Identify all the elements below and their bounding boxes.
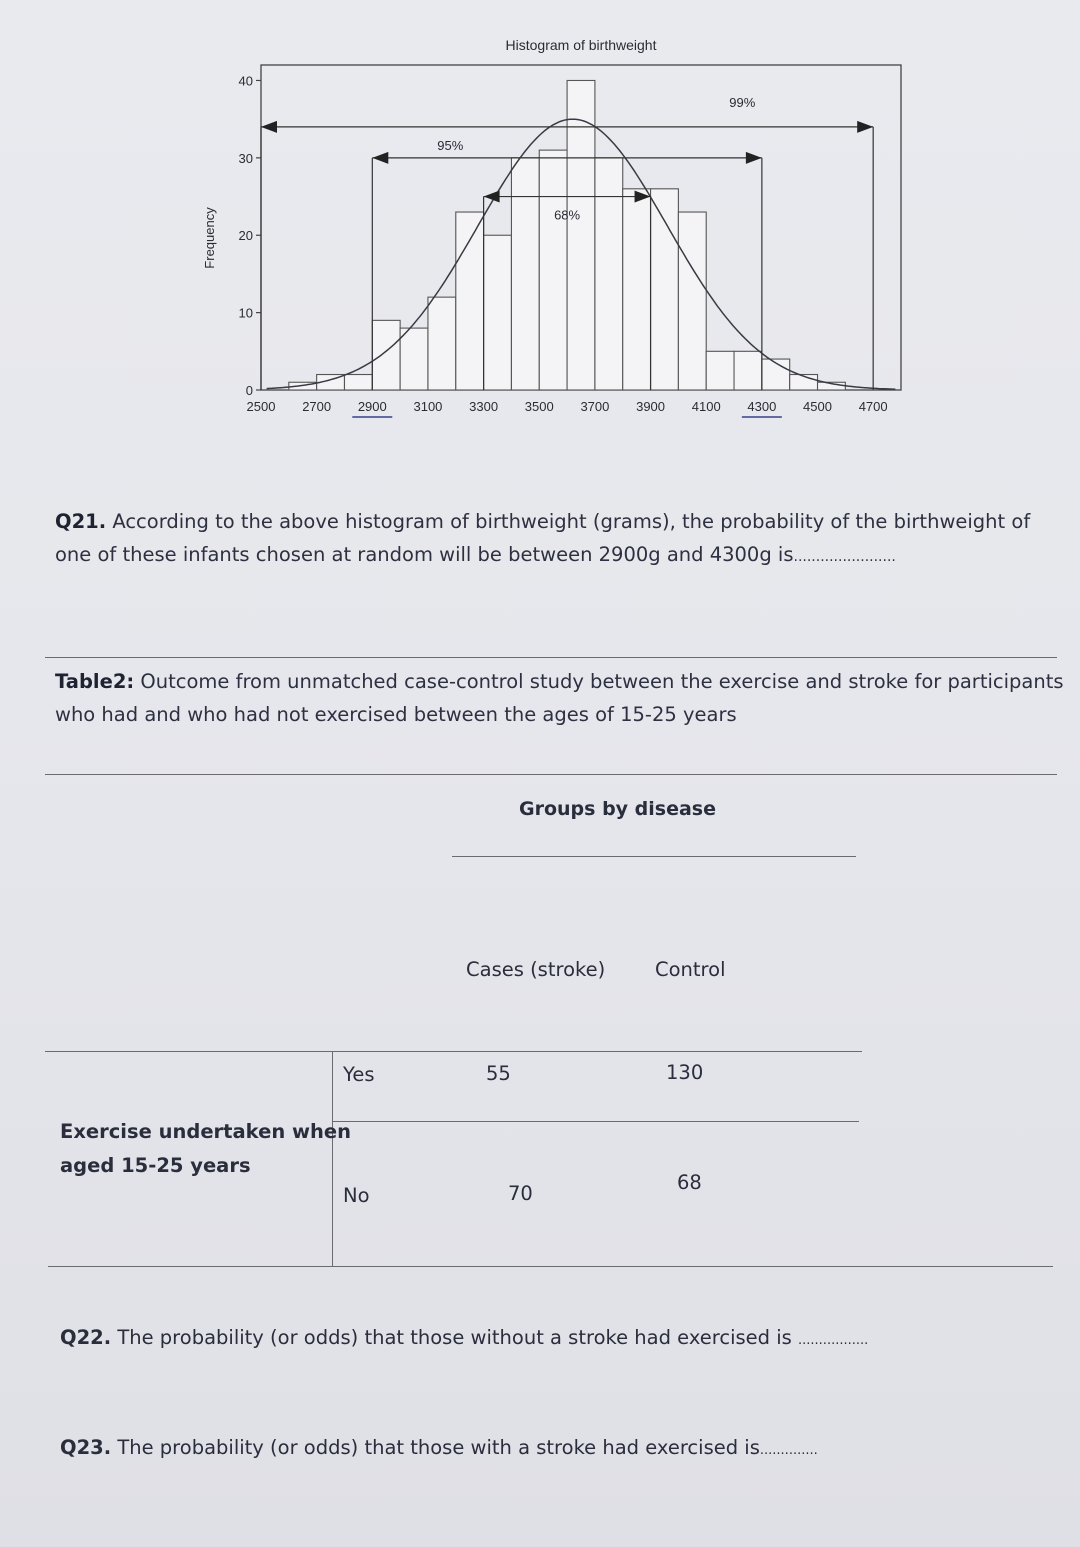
interval-arrow-left-95	[372, 152, 388, 164]
q23-number: Q23.	[60, 1436, 112, 1459]
y-tick-label-0: 0	[245, 383, 253, 398]
hist-bar-3100	[428, 297, 456, 390]
interval-label-95: 95%	[437, 137, 464, 153]
table-row-rule	[332, 1121, 859, 1122]
x-tick-label-3700: 3700	[580, 399, 610, 414]
q22-text: The probability (or odds) that those without a stroke had exercised is	[117, 1326, 792, 1349]
q21-text-line1: According to the above histogram of birthweight (grams), the probability of the birthweight of	[112, 510, 1031, 533]
x-tick-label-3300: 3300	[469, 399, 499, 414]
interval-arrow-right-95	[746, 152, 762, 164]
q22-number: Q22.	[60, 1326, 112, 1349]
q21-answer-blank[interactable]: .......................	[793, 549, 896, 565]
hist-bar-4200	[734, 351, 762, 390]
cell-yes-control: 130	[666, 1061, 704, 1084]
birthweight-histogram	[0, 0, 1080, 440]
table2-caption-line1: Outcome from unmatched case-control study between the exercise and stroke for participants	[140, 670, 1064, 693]
cell-no-control: 68	[677, 1171, 702, 1194]
row-header-line1: Exercise undertaken when	[60, 1120, 351, 1143]
hist-bar-3700	[595, 158, 623, 390]
hist-bar-3300	[484, 235, 512, 390]
hist-bar-3500	[539, 150, 567, 390]
interval-arrow-left-68	[484, 191, 500, 203]
hist-bar-3800	[623, 189, 651, 390]
interval-arrow-left-99	[261, 121, 277, 133]
question-23	[60, 1436, 818, 1459]
cell-no-cases: 70	[508, 1182, 533, 1205]
q22-answer-blank[interactable]: .................	[798, 1333, 869, 1348]
question-21	[55, 505, 1065, 574]
x-tick-label-3500: 3500	[524, 399, 554, 414]
hist-bar-2800	[344, 375, 372, 390]
hist-bar-3400	[511, 158, 539, 390]
q21-text-line2: one of these infants chosen at random will be between 2900g and 4300g is	[55, 543, 794, 566]
row-yes-label: Yes	[343, 1063, 375, 1086]
y-tick-label-40: 40	[238, 73, 253, 89]
interval-label-68: 68%	[554, 207, 581, 223]
table2-caption-line2: who had and who had not exercised between the ages of 15-25 years	[55, 703, 737, 726]
table-row-header	[60, 1115, 351, 1183]
y-tick-label-30: 30	[238, 150, 253, 166]
row-header-line2: aged 15-25 years	[60, 1154, 251, 1177]
x-tick-label-2700: 2700	[302, 399, 332, 414]
group-title-underline	[452, 856, 856, 857]
x-tick-label-3900: 3900	[636, 399, 666, 414]
hist-bar-3900	[651, 189, 679, 390]
table2-group-title: Groups by disease	[519, 798, 716, 820]
y-tick-label-10: 10	[238, 305, 253, 321]
hist-bar-3000	[400, 328, 428, 390]
q23-text: The probability (or odds) that those with a stroke had exercised is	[117, 1436, 760, 1459]
x-tick-label-2500: 2500	[246, 399, 276, 414]
q23-answer-blank[interactable]: ..............	[759, 1443, 818, 1458]
table-top-rule	[45, 1051, 862, 1052]
divider-top	[45, 657, 1057, 658]
y-tick-label-20: 20	[238, 228, 253, 244]
x-tick-label-3100: 3100	[413, 399, 443, 414]
x-tick-label-4500: 4500	[803, 399, 832, 414]
column-header-cases: Cases (stroke)	[466, 958, 606, 981]
question-22	[60, 1326, 868, 1349]
x-tick-label-4700: 4700	[858, 399, 888, 414]
interval-arrow-right-99	[857, 121, 873, 133]
x-tick-label-2900: 2900	[357, 399, 387, 414]
table2-caption	[55, 665, 1080, 731]
table-bottom-rule	[48, 1266, 1053, 1267]
hist-bar-4100	[706, 351, 734, 390]
chart-title: Histogram of birthweight	[505, 37, 657, 53]
hist-bar-4000	[678, 212, 706, 390]
hist-bar-2900	[372, 320, 400, 390]
interval-label-99: 99%	[729, 94, 756, 110]
x-tick-label-4100: 4100	[691, 399, 721, 414]
divider-caption	[45, 774, 1057, 775]
table2-caption-label: Table2:	[55, 670, 135, 693]
column-header-control: Control	[655, 958, 726, 981]
row-no-label: No	[343, 1184, 370, 1207]
cell-yes-cases: 55	[486, 1062, 511, 1085]
q21-number: Q21.	[55, 510, 107, 533]
x-tick-label-4300: 4300	[747, 399, 777, 414]
y-axis-label: Frequency	[202, 207, 217, 269]
